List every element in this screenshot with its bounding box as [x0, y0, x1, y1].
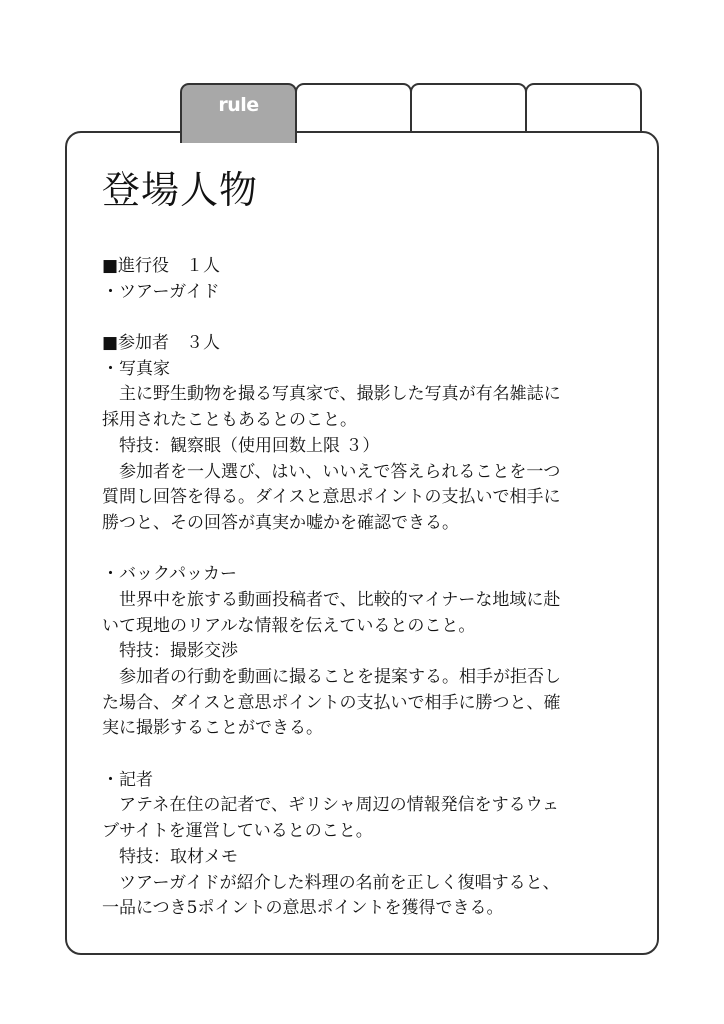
reporter-skill-desc: 一品につき5ポイントの意思ポイントを獲得できる。	[102, 898, 504, 919]
spacer	[102, 305, 622, 331]
backpacker-skill-desc: 実に撮影することができる。	[102, 718, 323, 739]
spacer	[102, 537, 622, 563]
photographer-skill-desc: 質問し回答を得る。ダイスと意思ポイントの支払いで相手に	[102, 487, 561, 508]
backpacker-skill-desc: 参加者の行動を動画に撮ることを提案する。相手が拒否し	[102, 667, 561, 687]
backpacker-desc: いて現地のリアルな情報を伝えているとのこと。	[102, 615, 476, 636]
reporter-name: ・記者	[102, 769, 153, 790]
spacer	[102, 742, 622, 768]
page-title: 登場人物	[102, 168, 259, 212]
photographer-skill-desc: 勝つと、その回答が真実か嘘かを確認できる。	[102, 512, 459, 533]
tab-rule-label: rule	[218, 94, 259, 116]
photographer-desc: 採用されたこともあるとのこと。	[102, 410, 357, 431]
reporter-skill-desc: ツアーガイドが紹介した料理の名前を正しく復唱すると、	[102, 872, 560, 893]
guide-role: ・ツアーガイド	[102, 281, 220, 302]
backpacker-name: ・バックパッカー	[102, 564, 237, 585]
photographer-name: ・写真家	[102, 358, 170, 379]
reporter-skill: 特技：取材メモ	[102, 846, 238, 867]
photographer-desc: 主に野生動物を撮る写真家で、撮影した写真が有名雑誌に	[102, 384, 561, 405]
character-list	[102, 254, 622, 922]
guide-heading: ■進行役 １人	[102, 256, 221, 276]
backpacker-skill-desc: た場合、ダイスと意思ポイントの支払いで相手に勝つと、確	[102, 692, 561, 713]
photographer-skill-desc: 参加者を一人選び、はい、いいえで答えられることを一つ	[102, 461, 561, 482]
reporter-desc: アテネ在住の記者で、ギリシャ周辺の情報発信をするウェ	[102, 795, 559, 816]
tab-rule[interactable]	[180, 83, 297, 143]
reporter-desc: ブサイトを運営しているとのこと。	[102, 821, 373, 842]
backpacker-skill: 特技：撮影交渉	[102, 641, 238, 662]
photographer-skill: 特技：観察眼（使用回数上限 ３）	[102, 435, 380, 456]
backpacker-desc: 世界中を旅する動画投稿者で、比較的マイナーな地域に赴	[102, 589, 561, 610]
participants-heading: ■参加者 ３人	[102, 333, 221, 354]
